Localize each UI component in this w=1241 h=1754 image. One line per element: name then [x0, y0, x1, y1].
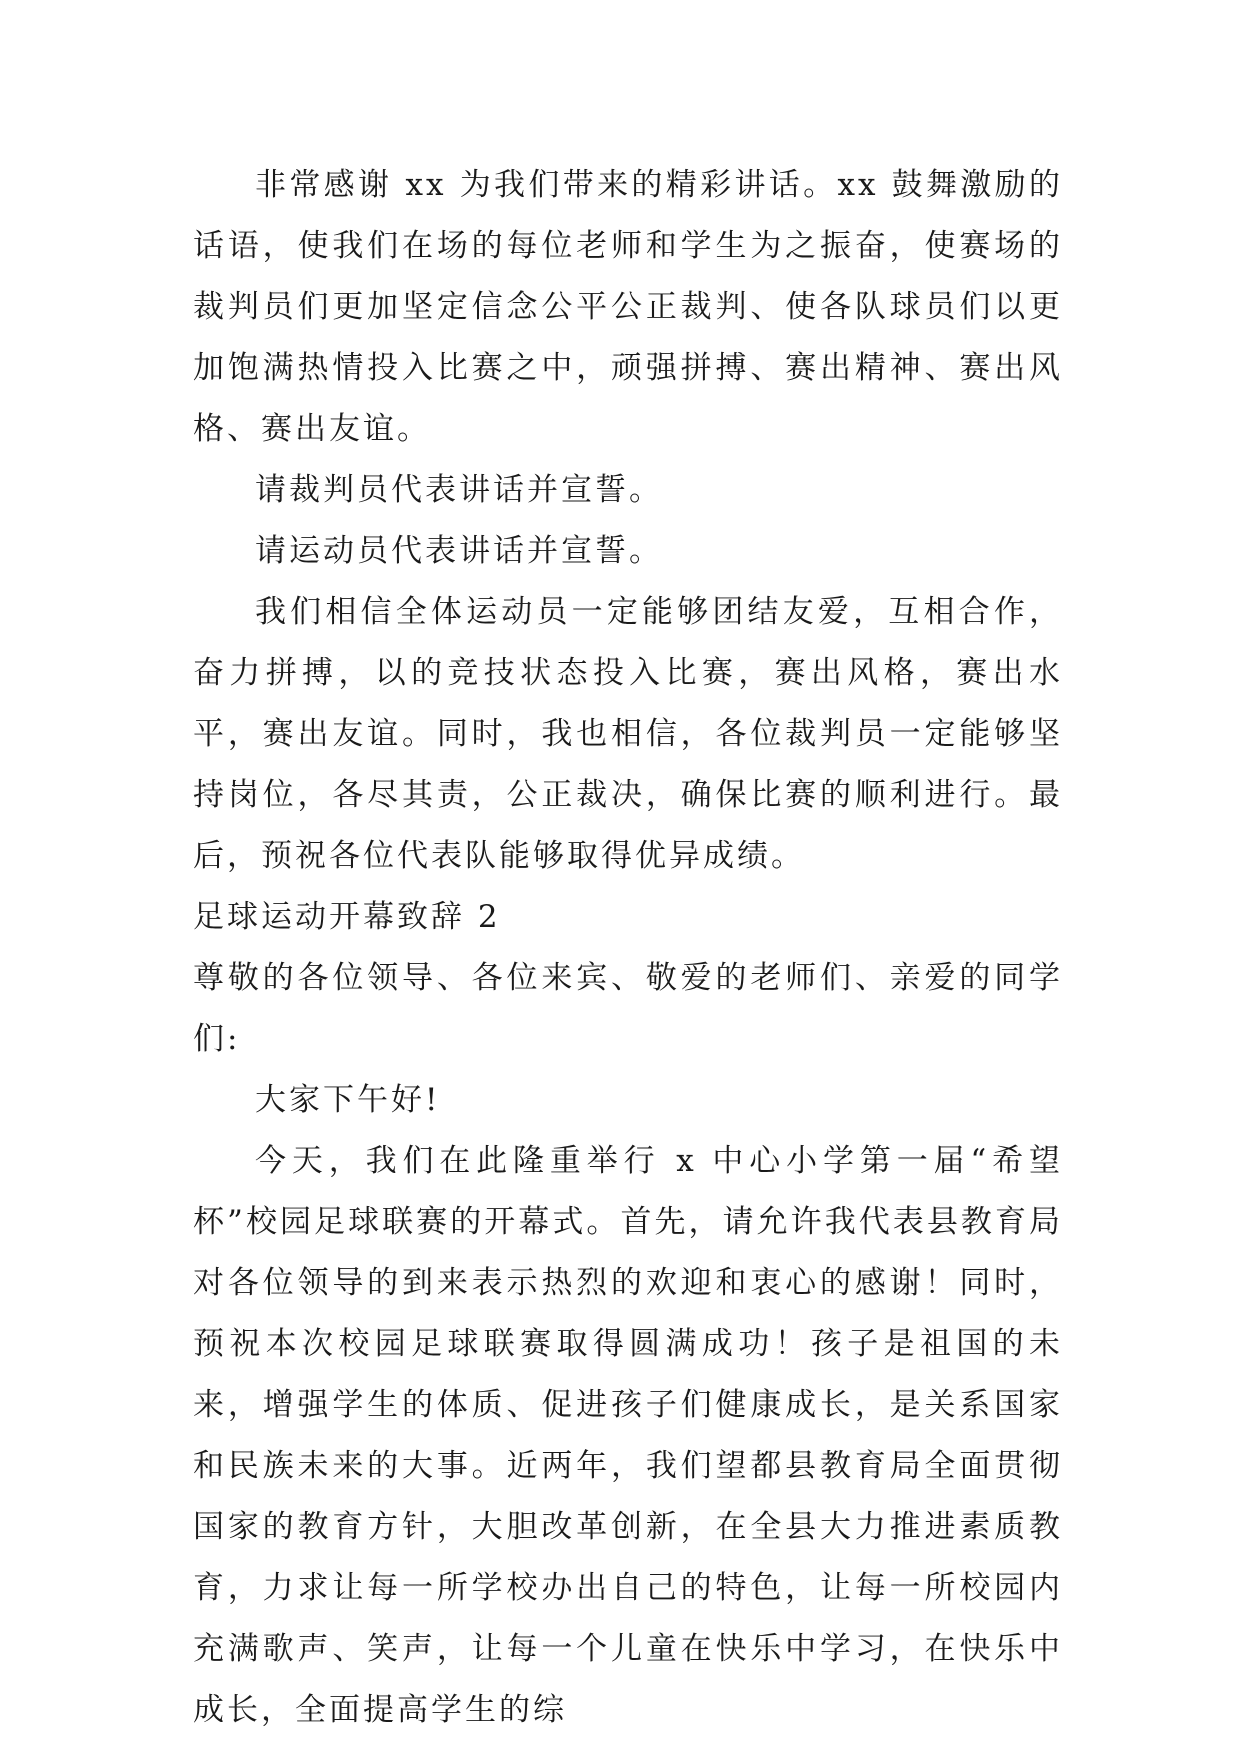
paragraph-opening-speech: 今天，我们在此隆重举行 x 中心小学第一届“希望杯”校园足球联赛的开幕式。首先，请允许我代表县教育局对各位领导的到来表示热烈的欢迎和衷心的感谢！同时，预祝本次校园足球联赛取得圆满成功！孩子是祖国的未来，增强学生的体质、促进孩子们健康成长，是关系国家和民族未来的大事。近两年，我们望都县教育局全面贯彻国家的教育方针，大胆改革创新，在全县大力推进素质教育，力求让每一所学校办出自己的特色，让每一所校园内充满歌声、笑声，让每一个儿童在快乐中学习，在快乐中成长，全面提高学生的综: [193, 1143, 1063, 1728]
paragraph-greeting: 大家下午好!: [255, 1082, 441, 1118]
section-title: 足球运动开幕致辞 2: [193, 899, 501, 935]
document-body: [193, 155, 1063, 1741]
salutation: 尊敬的各位领导、各位来宾、敬爱的老师们、亲爱的同学们:: [193, 960, 1063, 1057]
paragraph-athlete-oath: 请运动员代表讲话并宣誓。: [255, 533, 663, 569]
paragraph-closing-wishes: 我们相信全体运动员一定能够团结友爱，互相合作，奋力拼搏，以的竞技状态投入比赛，赛出风格，赛出水平，赛出友谊。同时，我也相信，各位裁判员一定能够坚持岗位，各尽其责，公正裁决，确保比赛的顺利进行。最后，预祝各位代表队能够取得优异成绩。: [193, 594, 1063, 874]
paragraph-referee-oath: 请裁判员代表讲话并宣誓。: [255, 472, 663, 508]
paragraph-thanks: 非常感谢 xx 为我们带来的精彩讲话。xx 鼓舞激励的话语，使我们在场的每位老师和学生为之振奋，使赛场的裁判员们更加坚定信念公平公正裁判、使各队球员们以更加饱满热情投入比赛之中，顽强拼搏、赛出精神、赛出风格、赛出友谊。: [193, 167, 1063, 447]
